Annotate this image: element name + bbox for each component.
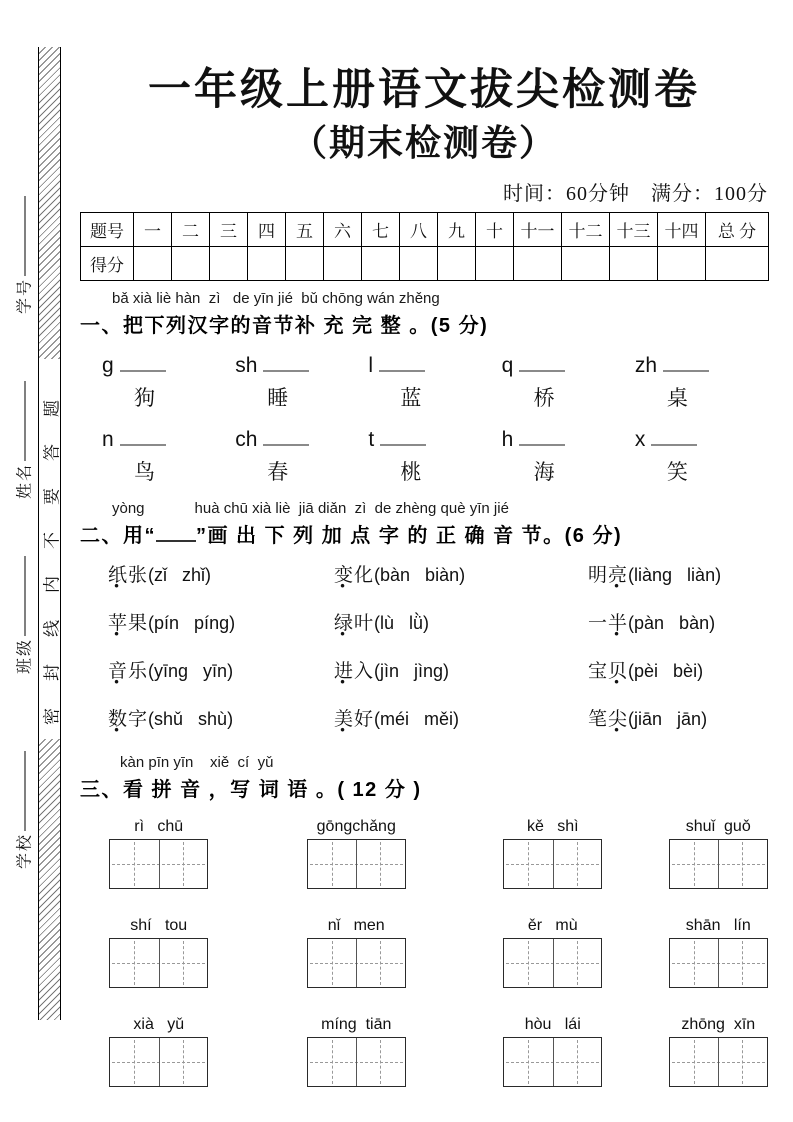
hanzi-character: 海 [533,459,555,484]
score-input-cell[interactable] [248,246,286,280]
student-name-field[interactable] [4,365,42,515]
section3-heading: 三、看 拼 音 ，写 词 语 。( 12 分 ) [80,778,422,801]
word-grid-block [109,1016,209,1087]
writing-grid[interactable] [109,839,208,889]
table-header-cell: 七 [362,212,400,246]
word-grid-block [503,917,603,988]
table-header-cell: 三 [210,212,248,246]
initial-letter: sh [235,353,258,377]
character: 入 [354,660,375,682]
student-number-label: 学号 [16,277,34,315]
dotted-character: 美 [334,708,355,730]
score-input-cell[interactable] [562,246,610,280]
table-header-cell: 十二 [562,212,610,246]
initial-letter: h [501,427,514,451]
word-grid-block [503,818,603,889]
pinyin-options[interactable]: (shǔ shù) [148,708,234,729]
table-header-cell: 九 [438,212,476,246]
table-header-cell: 四 [248,212,286,246]
score-input-cell[interactable] [210,246,248,280]
table-header-cell: 一 [134,212,172,246]
dotted-character: 进 [334,660,355,682]
pinyin-choice-item [108,560,334,594]
initial-letter: zh [634,353,657,377]
pinyin-options[interactable]: (pèi bèi) [628,660,704,681]
pinyin-choice-item [334,704,588,738]
writing-grid[interactable] [307,839,406,889]
student-number-blank-line[interactable] [24,196,26,276]
answer-blank[interactable] [663,358,709,372]
table-header-cell: 十四 [658,212,706,246]
writing-grid[interactable] [503,938,602,988]
syllable-item [368,354,501,412]
character: 明 [588,564,609,586]
school-label: 学校 [16,832,34,870]
dotted-character: 数 [108,708,129,730]
initial-letter: q [501,353,514,377]
hanzi-character: 桥 [533,385,555,410]
pinyin-choice-item [334,560,588,594]
initial-letter: l [368,353,374,377]
seal-hatch-top [39,47,60,359]
pinyin-choice-item [588,560,768,594]
word-grid-block [307,917,407,988]
writing-grid[interactable] [503,839,602,889]
grid-pinyin-label: zhōng xīn [681,1015,756,1033]
pinyin-choice-item [108,704,334,738]
class-blank-line[interactable] [24,556,26,636]
grid-pinyin-label: míng tiān [321,1015,392,1033]
dotted-character: 贝 [608,660,629,682]
hanzi-character: 蓝 [400,385,422,410]
grid-pinyin-label: gōngchǎng [316,817,396,835]
pinyin-options[interactable]: (bàn biàn) [374,564,466,585]
section2-items [80,560,768,738]
exam-content [80,64,768,1087]
pinyin-choice-item [334,608,588,642]
table-header-cell: 六 [324,212,362,246]
pinyin-options[interactable]: (pín píng) [148,612,236,633]
school-blank-line[interactable] [24,751,26,831]
pinyin-choice-item [108,656,334,690]
grid-pinyin-label: shí tou [130,916,188,934]
word-grid-block [109,917,209,988]
dotted-character: 变 [334,564,355,586]
section1-heading: 一、把下列汉字的音节补 充 完 整 。(5 分) [80,314,489,337]
character: 化 [354,564,375,586]
syllable-item [235,354,368,412]
hanzi-character: 春 [267,459,289,484]
writing-grid[interactable] [669,1037,768,1087]
school-field[interactable] [4,735,42,885]
pinyin-choice-item [108,608,334,642]
answer-blank[interactable] [519,358,565,372]
initial-letter: t [368,427,375,451]
score-input-cell[interactable] [134,246,172,280]
syllable-item [368,428,501,486]
pinyin-options[interactable]: (lù lǜ) [374,612,430,633]
word-grid-block [669,818,769,889]
hanzi-character: 鸟 [134,459,155,484]
grid-pinyin-label: shuǐ guǒ [685,817,751,835]
grid-pinyin-label: rì chū [134,817,184,835]
table-header-cell: 八 [400,212,438,246]
table-header-cell: 二 [172,212,210,246]
initial-letter: x [634,427,646,451]
score-input-cell[interactable] [610,246,658,280]
score-table-score-row [81,246,769,280]
writing-grid-row [80,1016,768,1087]
pinyin-options[interactable]: (yīng yīn) [148,660,234,681]
score-input-cell[interactable] [362,246,400,280]
grid-pinyin-label: hòu lái [524,1015,581,1033]
syllable-item [635,428,768,486]
grid-pinyin-label: xià yǔ [133,1015,185,1033]
answer-blank[interactable] [120,432,166,446]
answer-blank[interactable] [651,432,697,446]
dotted-character: 尖 [608,708,629,730]
pinyin-choice-item [588,656,768,690]
grid-pinyin-label: ěr mù [527,916,578,934]
character: 乐 [128,660,149,682]
seal-hatch-bottom [39,739,60,1020]
table-header-cell: 题号 [81,212,134,246]
section2-heading: 二、用“ ”画 出 下 列 加 点 字 的 正 确 音 节。(6 分) [80,524,623,547]
writing-grid[interactable] [503,1037,602,1087]
writing-grid-row [80,818,768,889]
table-header-cell: 十 [476,212,514,246]
character: 字 [128,708,149,730]
section2-pinyin: yòng huà chū xià liè jiā diǎn zì de zhèng què yīn jié [112,499,509,517]
pinyin-choice-item [588,704,768,738]
dotted-character: 半 [608,612,629,634]
pinyin-options[interactable]: (méi měi) [374,708,460,729]
syllable-item [102,428,235,486]
pinyin-options[interactable]: (liàng liàn) [628,564,722,585]
table-header-cell: 十一 [514,212,562,246]
hanzi-character: 狗 [134,385,155,410]
writing-grid[interactable] [307,1037,406,1087]
hanzi-character: 睡 [267,385,289,410]
pinyin-options[interactable]: (jiān jān) [628,708,708,729]
character: 笔 [588,708,609,730]
word-grid-block [307,818,407,889]
syllable-item [502,428,635,486]
underline-blank [156,528,196,542]
character: 叶 [354,612,375,634]
exam-subtitle: （期末检测卷） [290,122,557,163]
time-and-score-info: 时间：60分钟 满分：100分 [503,182,768,205]
score-input-cell[interactable] [400,246,438,280]
grid-pinyin-label: nǐ men [327,916,385,934]
writing-grid[interactable] [109,938,208,988]
answer-blank[interactable] [519,432,565,446]
syllable-item [235,428,368,486]
score-input-cell[interactable] [324,246,362,280]
table-header-cell: 总 分 [706,212,769,246]
pinyin-options[interactable]: (pàn bàn) [628,612,716,633]
section3-pinyin: kàn pīn yīn xiě cí yǔ [120,753,274,771]
section1-row [80,428,768,486]
score-input-cell[interactable] [438,246,476,280]
syllable-item [635,354,768,412]
dotted-character: 亮 [608,564,629,586]
table-header-cell: 五 [286,212,324,246]
section1-row [80,354,768,412]
syllable-item [502,354,635,412]
grid-pinyin-label: kě shì [526,817,579,835]
word-grid-block [669,917,769,988]
writing-grid[interactable] [669,839,768,889]
score-input-cell[interactable] [286,246,324,280]
initial-letter: ch [235,427,258,451]
initial-letter: n [102,427,114,451]
pinyin-options[interactable]: (zǐ zhǐ) [148,564,212,585]
seal-line-text: 密封线内不要答题 [42,373,61,725]
answer-blank[interactable] [263,432,309,446]
answer-blank[interactable] [263,358,309,372]
table-header-cell: 十三 [610,212,658,246]
initial-letter: g [102,353,114,377]
answer-blank[interactable] [380,432,426,446]
score-input-cell[interactable] [172,246,210,280]
student-name-blank-line[interactable] [24,381,26,461]
writing-grid[interactable] [307,938,406,988]
word-grid-block [307,1016,407,1087]
pinyin-choice-item [334,656,588,690]
hanzi-character: 桃 [400,459,422,484]
character: 好 [354,708,375,730]
score-input-cell[interactable] [658,246,706,280]
dotted-character: 音 [108,660,129,682]
word-grid-block [669,1016,769,1087]
character: 张 [128,564,149,586]
score-table-header-row [81,212,769,246]
score-input-cell[interactable] [476,246,514,280]
class-label: 班级 [16,637,34,675]
seal-line-channel [38,47,61,1020]
character: 一 [588,612,609,634]
character: 果 [128,612,149,634]
student-number-field[interactable] [4,180,42,330]
score-table [80,212,769,281]
dotted-character: 纸 [108,564,129,586]
answer-blank[interactable] [379,358,425,372]
writing-grid[interactable] [109,1037,208,1087]
hanzi-character: 桌 [666,385,688,410]
class-field[interactable] [4,540,42,690]
word-grid-block [109,818,209,889]
hanzi-character: 笑 [666,459,688,484]
section1-pinyin: bǎ xià liè hàn zì de yīn jié bǔ chōng wán zhěng [112,289,440,307]
pinyin-choice-item [588,608,768,642]
answer-blank[interactable] [120,358,166,372]
character: 宝 [588,660,609,682]
score-row-label: 得分 [81,246,134,280]
word-grid-block [503,1016,603,1087]
dotted-character: 绿 [334,612,355,634]
total-score-cell[interactable] [706,246,769,280]
student-name-label: 姓名 [16,462,34,500]
grid-pinyin-label: shān lín [685,916,751,934]
exam-title: 一年级上册语文拔尖检测卷 [148,67,700,114]
writing-grid-row [80,917,768,988]
dotted-character: 苹 [108,612,129,634]
syllable-item [102,354,235,412]
score-input-cell[interactable] [514,246,562,280]
writing-grid[interactable] [669,938,768,988]
pinyin-options[interactable]: (jìn jìng) [374,660,450,681]
